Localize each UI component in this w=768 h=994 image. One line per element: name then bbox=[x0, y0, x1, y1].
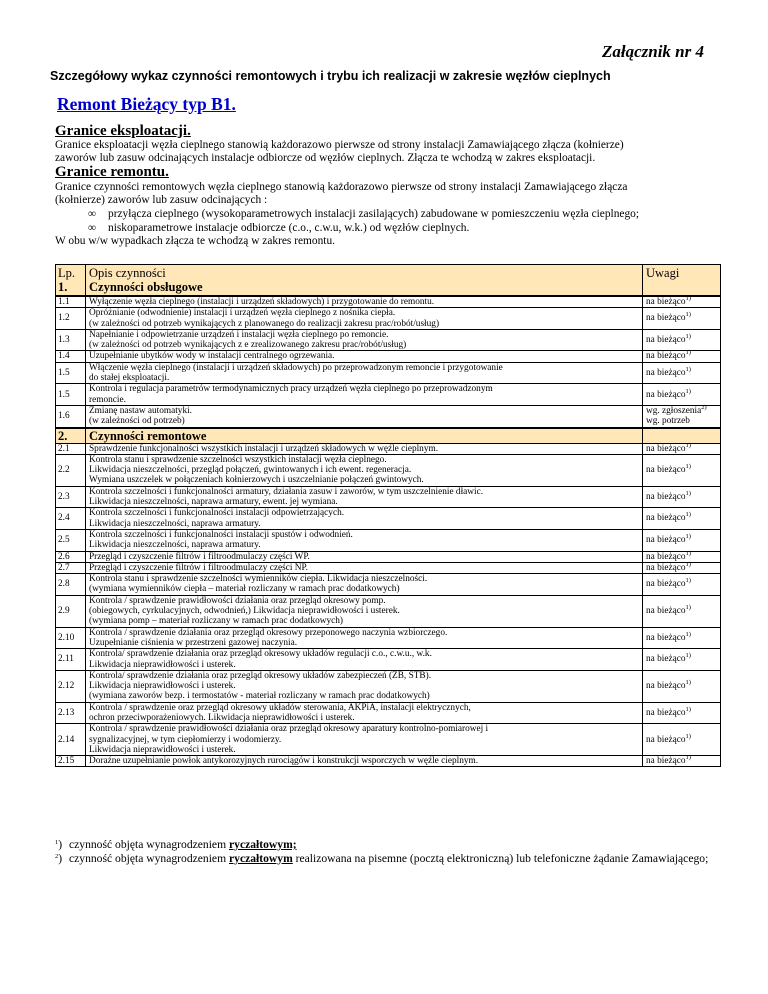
row-lp: 1.3 bbox=[56, 329, 86, 351]
row-description-line: do stałej eksploatacji. bbox=[89, 373, 170, 384]
table-row bbox=[56, 702, 721, 724]
row-note-text: na bieżąco bbox=[646, 443, 686, 454]
row-description bbox=[86, 508, 643, 530]
row-description-line: Likwidacja nieprawidłowości i usterek. bbox=[89, 659, 236, 670]
row-description-line: Kontrola szczelności i funkcjonalności instalacji odpowietrzających. bbox=[89, 508, 345, 519]
table-row bbox=[56, 724, 721, 756]
row-note-text: na bieżąco bbox=[646, 335, 686, 346]
annex-label: Załącznik nr 4 bbox=[601, 42, 704, 61]
row-description bbox=[86, 724, 643, 756]
table-row bbox=[56, 308, 721, 330]
row-description-line: Doraźne uzupełnianie powłok antykorozyjnych rurociągów i konstrukcji wsporczych w węźle cieplnym. bbox=[89, 756, 479, 767]
row-note-text: wg. zgłoszenia bbox=[646, 405, 702, 416]
table-row bbox=[56, 351, 721, 362]
table-row bbox=[56, 562, 721, 573]
row-note-text: na bieżąco bbox=[646, 734, 686, 745]
footnote-ref: 1) bbox=[685, 754, 691, 762]
row-lp: 2.8 bbox=[56, 574, 86, 596]
row-description-line: Napełnianie i odpowietrzanie urządzeń i instalacji węzła cieplnego po remoncie. bbox=[89, 329, 389, 340]
row-note-text: na bieżąco bbox=[646, 562, 686, 573]
row-description-line: Kontrola szczelności i funkcjonalności instalacji spustów i odwodnień. bbox=[89, 529, 353, 540]
row-description-line: Wyłączenie węzła cieplnego (instalacji i urządzeń składowych) i przygotowanie do remontu. bbox=[89, 297, 435, 307]
row-note bbox=[643, 551, 721, 562]
row-lp: 2.14 bbox=[56, 724, 86, 756]
table-row bbox=[56, 627, 721, 649]
row-description bbox=[86, 562, 643, 573]
row-description bbox=[86, 529, 643, 551]
row-description-line: (obiegowych, cyrkulacyjnych, odwodnień,) Likwidacja nieprawidłowości i usterek. bbox=[89, 606, 400, 617]
section-2-label: Czynności remontowe bbox=[86, 428, 643, 444]
row-lp: 2.5 bbox=[56, 529, 86, 551]
row-lp: 1.5 bbox=[56, 362, 86, 384]
repair-bullet-2 bbox=[88, 222, 469, 235]
row-lp: 2.9 bbox=[56, 595, 86, 627]
section-1-label: Czynności obsługowe bbox=[89, 280, 203, 294]
footnote-ref: 1) bbox=[685, 349, 691, 357]
row-description-line: Zmianę nastaw automatyki. bbox=[89, 405, 193, 416]
row-description-line: Opróżnianie (odwodnienie) instalacji i urządzeń węzła cieplnego z nośnika ciepła. bbox=[89, 308, 396, 319]
table-header-row bbox=[56, 265, 721, 297]
row-note bbox=[643, 574, 721, 596]
footnote-ref: 1) bbox=[685, 441, 691, 449]
row-description bbox=[86, 296, 643, 308]
footnote-2: $^2$) czynność objęta wynagrodzeniem ryczałtowym realizowana na pisemne (pocztą elektroniczną) lub telefoniczne żądanie Zamawiającego; bbox=[55, 851, 709, 865]
row-lp: 2.2 bbox=[56, 454, 86, 486]
row-description-line: ochron przeciwporażeniowych. Likwidacja nieprawidłowości i usterek. bbox=[89, 712, 355, 723]
row-note bbox=[643, 329, 721, 351]
row-lp: 2.10 bbox=[56, 627, 86, 649]
row-note bbox=[643, 670, 721, 702]
row-note-text: na bieżąco bbox=[646, 632, 686, 643]
bullet-glyph: ∞ bbox=[88, 208, 97, 220]
table-row bbox=[56, 595, 721, 627]
tasks-table bbox=[55, 264, 721, 767]
row-note bbox=[643, 529, 721, 551]
footnote-1-mark: 1 bbox=[55, 839, 59, 846]
row-description-line: (wymiana pomp – materiał rozliczany w ramach prac dodatkowych) bbox=[89, 616, 344, 627]
row-note-text: na bieżąco bbox=[646, 551, 686, 562]
row-description-line: Kontrola / sprawdzenie prawidłowości działania oraz przegląd okresowy pomp. bbox=[89, 595, 386, 606]
footnote-ref: 1) bbox=[685, 705, 691, 713]
row-lp: 2.7 bbox=[56, 562, 86, 573]
row-note bbox=[643, 486, 721, 508]
exploitation-line-2: zaworów lub zasuw odcinających instalacje odbiorcze od węzłów cieplnych. Złącza te wchodzą w zakres eksploatacji. bbox=[55, 152, 596, 165]
row-description-line: Uzupełnianie ubytków wody w instalacji centralnego ogrzewania. bbox=[89, 351, 335, 362]
bullet-glyph: ∞ bbox=[88, 222, 97, 234]
footnote-2-mark: 2 bbox=[55, 852, 59, 860]
footnote-ref: 1) bbox=[685, 652, 691, 660]
footnote-ref: 1) bbox=[685, 489, 691, 497]
table-row bbox=[56, 362, 721, 384]
repair-heading: Granice remontu. bbox=[55, 164, 169, 180]
row-note-text: na bieżąco bbox=[646, 465, 686, 476]
row-description-line: (wymiana zaworów bezp. i termostatów - materiał rozliczany w ramach prac dodatkowych) bbox=[89, 691, 430, 702]
footnote-ref: 1) bbox=[685, 387, 691, 395]
table-row bbox=[56, 486, 721, 508]
table-row bbox=[56, 384, 721, 406]
row-note bbox=[643, 308, 721, 330]
row-note-text: na bieżąco bbox=[646, 681, 686, 692]
header-notes: Uwagi bbox=[643, 265, 721, 297]
row-description-line: sygnalizacyjnej, w tym ciepłomierzy i wodomierzy. bbox=[89, 734, 282, 745]
repair-line-2: (kołnierze) zaworów lub zasuw odcinających : bbox=[55, 194, 268, 207]
row-description-line: (w zależności od potrzeb wynikających z planowanego do realizacji zakresu prac/robót/usług) bbox=[89, 318, 440, 329]
row-description-line: Kontrola / sprawdzenie działania oraz przegląd okresowy przeponowego naczynia wzbiorczego. bbox=[89, 627, 448, 638]
row-description-line: (w zależności od potrzeb) bbox=[89, 416, 185, 427]
footnote-ref: 1) bbox=[685, 333, 691, 341]
exploitation-heading: Granice eksploatacji. bbox=[55, 123, 191, 139]
row-description-line: remoncie. bbox=[89, 394, 126, 405]
row-note bbox=[643, 454, 721, 486]
footnote-ref: 1) bbox=[685, 630, 691, 638]
row-note-text: na bieżąco bbox=[646, 654, 686, 665]
row-description bbox=[86, 649, 643, 671]
table-row bbox=[56, 670, 721, 702]
repair-bullet-2-text: niskoparametrowe instalacje odbiorcze (c.o., c.w.u, w.k.) od węzłów cieplnych. bbox=[108, 222, 470, 234]
row-description bbox=[86, 551, 643, 562]
row-description-line: Likwidacja nieszczelności, przegląd połączeń, gwintowanych i ich ewent. regeneracja. bbox=[89, 465, 412, 476]
row-description bbox=[86, 670, 643, 702]
table-row bbox=[56, 529, 721, 551]
page-title: Remont Bieżący typ B1. bbox=[57, 94, 236, 114]
table-row bbox=[56, 296, 721, 308]
row-lp: 2.4 bbox=[56, 508, 86, 530]
exploitation-text bbox=[55, 139, 725, 166]
footnote-ref: 1) bbox=[685, 311, 691, 319]
row-description bbox=[86, 384, 643, 406]
row-description bbox=[86, 329, 643, 351]
row-description-line: (wymiana wymienników ciepła – materiał rozliczany w ramach prac dodatkowych) bbox=[89, 584, 400, 595]
row-description-line: Likwidacja nieszczelności, naprawa armatury, ewent. jej wymiana. bbox=[89, 497, 338, 508]
footnote-ref: 1) bbox=[685, 577, 691, 585]
document-subtitle: Szczegółowy wykaz czynności remontowych i trybu ich realizacji w zakresie węzłów cieplnych bbox=[50, 69, 611, 83]
repair-text bbox=[55, 181, 725, 208]
row-lp: 2.3 bbox=[56, 486, 86, 508]
row-description bbox=[86, 351, 643, 362]
row-description-line: Włączenie węzła cieplnego (instalacji i urządzeń składowych) po przeprowadzonym remoncie i przygotowanie bbox=[89, 362, 503, 373]
repair-line-1: Granice czynności remontowych węzła cieplnego stanowią każdorazowo pierwsze od strony instalacji Zamawiającego złącza bbox=[55, 181, 628, 193]
row-lp: 1.4 bbox=[56, 351, 86, 362]
footnote-ref: 1) bbox=[685, 560, 691, 568]
table-row bbox=[56, 454, 721, 486]
table-row bbox=[56, 551, 721, 562]
repair-line-3: W obu w/w wypadkach złącza te wchodzą w zakres remontu. bbox=[55, 235, 336, 247]
row-note-text: na bieżąco bbox=[646, 351, 686, 362]
row-description-line: Uzupełnianie ciśnienia w przestrzeni gazowej naczynia. bbox=[89, 637, 298, 648]
row-description-line: Kontrola / sprawdzenie prawidłowości działania oraz przegląd okresowy aparatury kontrolno-pomiarowej i bbox=[89, 724, 489, 735]
row-description bbox=[86, 405, 643, 427]
exploitation-line-1: Granice eksploatacji węzła cieplnego stanowią każdorazowo pierwsze od strony instalacji Zamawiającego złącza (kołnierze) bbox=[55, 139, 624, 151]
row-lp: 2.12 bbox=[56, 670, 86, 702]
row-note-text: na bieżąco bbox=[646, 297, 686, 307]
footnote-ref: 1) bbox=[685, 549, 691, 557]
row-note bbox=[643, 443, 721, 454]
row-note-text: na bieżąco bbox=[646, 707, 686, 718]
row-description-line: Likwidacja nieszczelności, naprawa armatury. bbox=[89, 518, 261, 529]
row-lp: 2.13 bbox=[56, 702, 86, 724]
row-description-line: Wymiana uszczelek w połączeniach kołnierzowych i uszczelnianie połączeń gwintowych. bbox=[89, 475, 424, 486]
row-description-line: (w zależności od potrzeb wynikających z e zrealizowanego zakresu prac/robót/usług) bbox=[89, 340, 407, 351]
row-description bbox=[86, 308, 643, 330]
row-note bbox=[643, 756, 721, 767]
footnote-ref: 1) bbox=[685, 604, 691, 612]
row-lp: 1.2 bbox=[56, 308, 86, 330]
row-note bbox=[643, 595, 721, 627]
row-description-line: Likwidacja nieprawidłowości i usterek. bbox=[89, 681, 236, 692]
row-description-line: Likwidacja nieszczelności, naprawa armatury. bbox=[89, 540, 261, 551]
row-description-line: Sprawdzenie funkcjonalności wszystkich instalacji i urządzeń składowych w węźle cieplnym. bbox=[89, 443, 439, 454]
footnote-ref: 1) bbox=[685, 365, 691, 373]
row-description bbox=[86, 574, 643, 596]
section-2-row bbox=[56, 428, 721, 444]
row-note bbox=[643, 508, 721, 530]
section-2-number: 2. bbox=[56, 428, 86, 444]
row-note bbox=[643, 627, 721, 649]
repair-bullet-1 bbox=[88, 208, 639, 221]
header-lp-cell bbox=[56, 265, 86, 297]
row-note-text: na bieżąco bbox=[646, 367, 686, 378]
row-description bbox=[86, 595, 643, 627]
row-note bbox=[643, 405, 721, 427]
row-note bbox=[643, 351, 721, 362]
section-2-notes bbox=[643, 428, 721, 444]
row-description bbox=[86, 756, 643, 767]
row-lp: 2.11 bbox=[56, 649, 86, 671]
row-note-text-2: wg. potrzeb bbox=[646, 416, 690, 427]
row-description-line: Likwidacja nieprawidłowości i usterek. bbox=[89, 744, 236, 755]
table-row bbox=[56, 443, 721, 454]
row-note bbox=[643, 296, 721, 308]
row-description bbox=[86, 486, 643, 508]
row-note bbox=[643, 562, 721, 573]
footnote-ref: 1) bbox=[685, 463, 691, 471]
row-lp: 2.15 bbox=[56, 756, 86, 767]
row-note bbox=[643, 702, 721, 724]
table-row bbox=[56, 329, 721, 351]
table-row bbox=[56, 574, 721, 596]
row-lp: 2.6 bbox=[56, 551, 86, 562]
row-note-text: na bieżąco bbox=[646, 579, 686, 590]
row-description-line: Kontrola/ sprawdzenie działania oraz przegląd okresowy układów zabezpieczeń (ZB, STB). bbox=[89, 670, 432, 681]
row-lp: 1.5 bbox=[56, 384, 86, 406]
table-row bbox=[56, 508, 721, 530]
footnote-1: $^1$) czynność objęta wynagrodzeniem ryczałtowym; bbox=[55, 838, 297, 851]
row-note bbox=[643, 384, 721, 406]
row-note-text: na bieżąco bbox=[646, 535, 686, 546]
row-description bbox=[86, 627, 643, 649]
row-note bbox=[643, 649, 721, 671]
table-row bbox=[56, 649, 721, 671]
footnote-ref: 1) bbox=[685, 732, 691, 740]
row-description-line: Przegląd i czyszczenie filtrów i filtroodmulaczy części NP. bbox=[89, 562, 308, 573]
row-lp: 1.1 bbox=[56, 296, 86, 308]
row-description-line: Kontrola stanu i sprawdzenie szczelności wszystkich instalacji węzła cieplnego. bbox=[89, 454, 387, 465]
row-note-text: na bieżąco bbox=[646, 389, 686, 400]
row-description bbox=[86, 443, 643, 454]
row-description-line: Kontrola szczelności i funkcjonalności armatury, działania zasuw i zaworów, w tym uszczelnienie dławic. bbox=[89, 486, 484, 497]
row-note-text: na bieżąco bbox=[646, 491, 686, 502]
row-description bbox=[86, 702, 643, 724]
row-lp: 1.6 bbox=[56, 405, 86, 427]
repair-bullet-1-text: przyłącza cieplnego (wysokoparametrowych instalacji zasilających) zabudowane w pomieszczeniu węzła cieplnego; bbox=[108, 208, 640, 220]
footnote-ref: 1) bbox=[685, 511, 691, 519]
row-note-text: na bieżąco bbox=[646, 756, 686, 767]
row-description bbox=[86, 362, 643, 384]
footnote-ref: 1) bbox=[685, 679, 691, 687]
table-row bbox=[56, 756, 721, 767]
row-note-text: na bieżąco bbox=[646, 513, 686, 524]
row-note-text: na bieżąco bbox=[646, 313, 686, 324]
footnote-ref: 2) bbox=[701, 403, 707, 411]
row-description-line: Kontrola / sprawdzenie oraz przegląd okresowy układów sterowania, AKPiA, instalacji elektrycznych, bbox=[89, 702, 471, 713]
footnote-ref: 1) bbox=[685, 533, 691, 541]
table-row bbox=[56, 405, 721, 427]
row-description-line: Kontrola stanu i sprawdzenie szczelności wymienników ciepła. Likwidacja nieszczelności. bbox=[89, 574, 428, 585]
row-description bbox=[86, 454, 643, 486]
row-note-text: na bieżąco bbox=[646, 606, 686, 617]
header-desc-cell bbox=[86, 265, 643, 297]
row-lp: 2.1 bbox=[56, 443, 86, 454]
row-note bbox=[643, 724, 721, 756]
header-lp: Lp. bbox=[58, 266, 76, 280]
row-description-line: Kontrola i regulacja parametrów termodynamicznych pracy urządzeń węzła cieplnego po przeprowadzonym bbox=[89, 384, 493, 395]
footnote-ref: 1) bbox=[685, 295, 691, 302]
section-1-number: 1. bbox=[58, 280, 68, 294]
footnotes bbox=[55, 838, 720, 865]
row-note bbox=[643, 362, 721, 384]
header-desc: Opis czynności bbox=[89, 266, 166, 280]
row-description-line: Kontrola/ sprawdzenie działania oraz przegląd okresowy układów regulacji c.o., c.w.u., w.k. bbox=[89, 649, 432, 660]
row-description-line: Przegląd i czyszczenie filtrów i filtroodmulaczy części WP. bbox=[89, 551, 310, 562]
